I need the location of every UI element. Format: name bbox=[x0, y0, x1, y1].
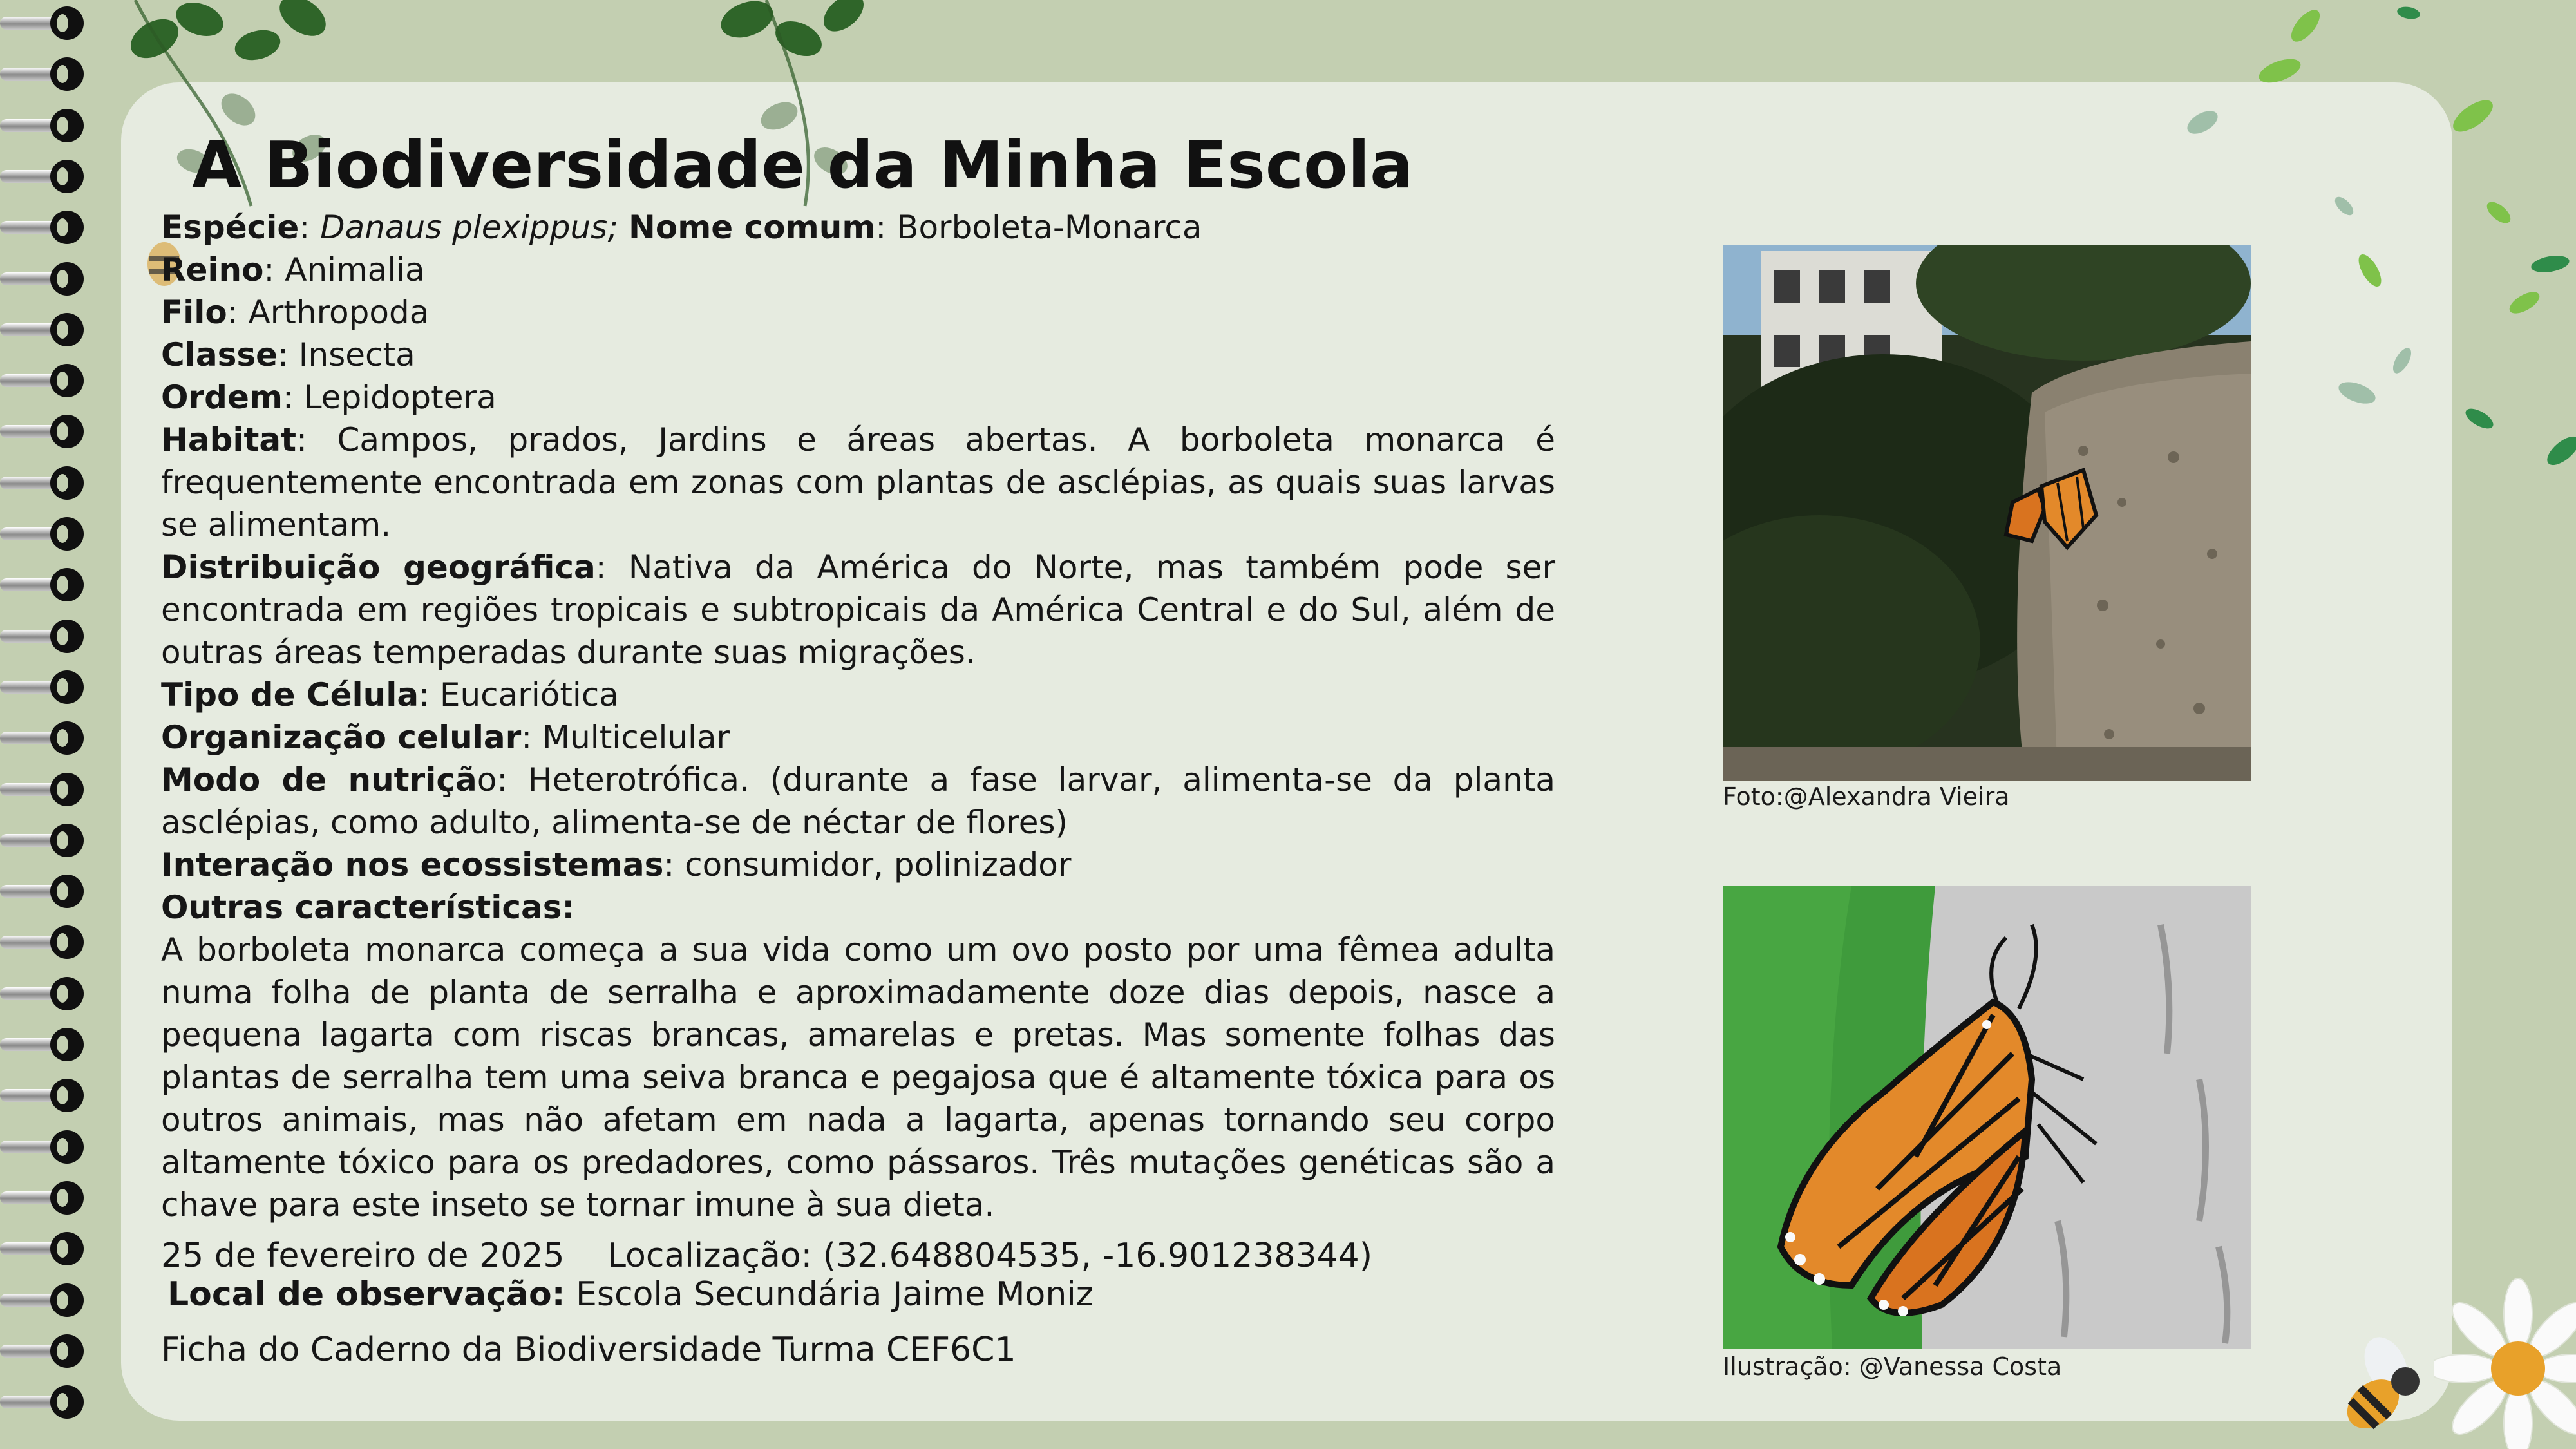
monarch-illustration bbox=[1723, 886, 2251, 1349]
info-text: : Insecta bbox=[278, 336, 415, 374]
info-label: Filo bbox=[161, 294, 227, 331]
spiral-ring bbox=[0, 466, 87, 500]
info-text bbox=[618, 209, 629, 246]
info-row bbox=[161, 291, 1555, 334]
monarch-photo bbox=[1723, 245, 2251, 781]
observation-place-label: Local de observação: bbox=[167, 1275, 565, 1314]
spiral-ring bbox=[0, 875, 87, 908]
species-info-block bbox=[161, 206, 1555, 1226]
spiral-ring bbox=[0, 6, 87, 40]
spiral-ring bbox=[0, 1181, 87, 1215]
spiral-ring bbox=[0, 925, 87, 959]
spiral-ring bbox=[0, 977, 87, 1010]
info-label: Ordem bbox=[161, 379, 283, 416]
spiral-ring bbox=[0, 364, 87, 397]
spiral-ring bbox=[0, 1028, 87, 1061]
info-row bbox=[161, 886, 1555, 929]
observation-place-value: Escola Secundária Jaime Moniz bbox=[565, 1275, 1094, 1314]
spiral-ring bbox=[0, 568, 87, 601]
spiral-ring bbox=[0, 1334, 87, 1368]
spiral-ring bbox=[0, 721, 87, 755]
info-text: : bbox=[299, 209, 321, 246]
info-row bbox=[161, 759, 1555, 844]
spiral-ring bbox=[0, 109, 87, 142]
info-row bbox=[161, 206, 1555, 249]
info-label: Habitat bbox=[161, 421, 297, 459]
info-text: o: Heterotrófica. (durante a fase larvar, alimenta-se da planta asclépias, como adulto, alimenta-se de néctar de flores) bbox=[161, 761, 1555, 841]
notebook-spiral-binding bbox=[0, 0, 90, 1449]
info-row bbox=[161, 929, 1555, 1226]
info-label: Classe bbox=[161, 336, 278, 374]
info-label: Reino bbox=[161, 251, 264, 289]
info-row bbox=[161, 674, 1555, 716]
location-coordinates: Localização: (32.648804535, -16.901238344) bbox=[607, 1236, 1373, 1275]
info-text: : Lepidoptera bbox=[282, 379, 497, 416]
info-row bbox=[161, 419, 1555, 546]
spiral-ring bbox=[0, 262, 87, 296]
info-label: Outras características: bbox=[161, 889, 575, 926]
info-text: : Borboleta-Monarca bbox=[875, 209, 1202, 246]
info-label: Modo de nutriçã bbox=[161, 761, 477, 799]
info-label: Espécie bbox=[161, 209, 299, 246]
spiral-ring bbox=[0, 313, 87, 346]
spiral-ring bbox=[0, 1232, 87, 1265]
info-row bbox=[161, 716, 1555, 759]
observation-date: 25 de fevereiro de 2025 bbox=[161, 1236, 565, 1275]
info-label: Nome comum bbox=[629, 209, 876, 246]
info-text: : Animalia bbox=[263, 251, 425, 289]
spiral-ring bbox=[0, 1130, 87, 1164]
info-row bbox=[161, 546, 1555, 674]
info-row bbox=[161, 249, 1555, 291]
spiral-ring bbox=[0, 57, 87, 91]
info-text: : consumidor, polinizador bbox=[663, 846, 1072, 884]
page-title: A Biodiversidade da Minha Escola bbox=[192, 128, 1414, 203]
info-text: : Multicelular bbox=[521, 719, 730, 756]
spiral-ring bbox=[0, 1283, 87, 1317]
info-text: A borboleta monarca começa a sua vida como um ovo posto por uma fêmea adulta numa folha de planta de serralha e aproximadamente doze dias depois, nasce a pequena lagarta com riscas brancas, amarelas e pretas. Mas somente folhas das plantas de serralha tem uma seiva branca e pegajosa que é altamente tóxica para os outros animais, mas não afetam em nada a lagarta, apenas tornando seu corpo altamente tóxico para os predadores, como pássaros. Três mutações genéticas são a chave para este inseto se tornar imune à sua dieta. bbox=[161, 931, 1555, 1224]
spiral-ring bbox=[0, 415, 87, 448]
info-row bbox=[161, 844, 1555, 886]
notebook-footer: Ficha do Caderno da Biodiversidade Turma CEF6C1 bbox=[161, 1331, 1016, 1369]
info-row bbox=[161, 334, 1555, 376]
spiral-ring bbox=[0, 773, 87, 806]
info-label: Tipo de Célula bbox=[161, 676, 419, 714]
info-text: Danaus plexippus; bbox=[320, 209, 619, 246]
info-text: : Eucariótica bbox=[419, 676, 619, 714]
spiral-ring bbox=[0, 517, 87, 551]
spiral-ring bbox=[0, 824, 87, 857]
spiral-ring bbox=[0, 670, 87, 704]
spiral-ring bbox=[0, 160, 87, 193]
daisy-flower-decoration bbox=[2434, 1275, 2576, 1449]
spiral-ring bbox=[0, 1385, 87, 1419]
info-row bbox=[161, 376, 1555, 419]
info-label: Interação nos ecossistemas bbox=[161, 846, 664, 884]
info-label: Distribuição geográfica bbox=[161, 549, 596, 586]
bee-icon bbox=[2325, 1327, 2441, 1449]
photo-caption: Foto:@Alexandra Vieira bbox=[1723, 782, 2010, 811]
info-label: Organização celular bbox=[161, 719, 522, 756]
illustration-caption: Ilustração: @Vanessa Costa bbox=[1723, 1352, 2062, 1381]
spiral-ring bbox=[0, 211, 87, 244]
observation-place bbox=[167, 1275, 1094, 1314]
info-text: : Arthropoda bbox=[227, 294, 430, 331]
info-text: : Nativa da América do Norte, mas também pode ser encontrada em regiões tropicais e subtropicais da América Central e do Sul, além de outras áreas temperadas durante suas migrações. bbox=[161, 549, 1556, 671]
spiral-ring bbox=[0, 1079, 87, 1112]
spiral-ring bbox=[0, 620, 87, 653]
info-text: : Campos, prados, Jardins e áreas abertas. A borboleta monarca é frequentemente encontrada em zonas com plantas de asclépias, as quais suas larvas se alimentam. bbox=[161, 421, 1555, 544]
